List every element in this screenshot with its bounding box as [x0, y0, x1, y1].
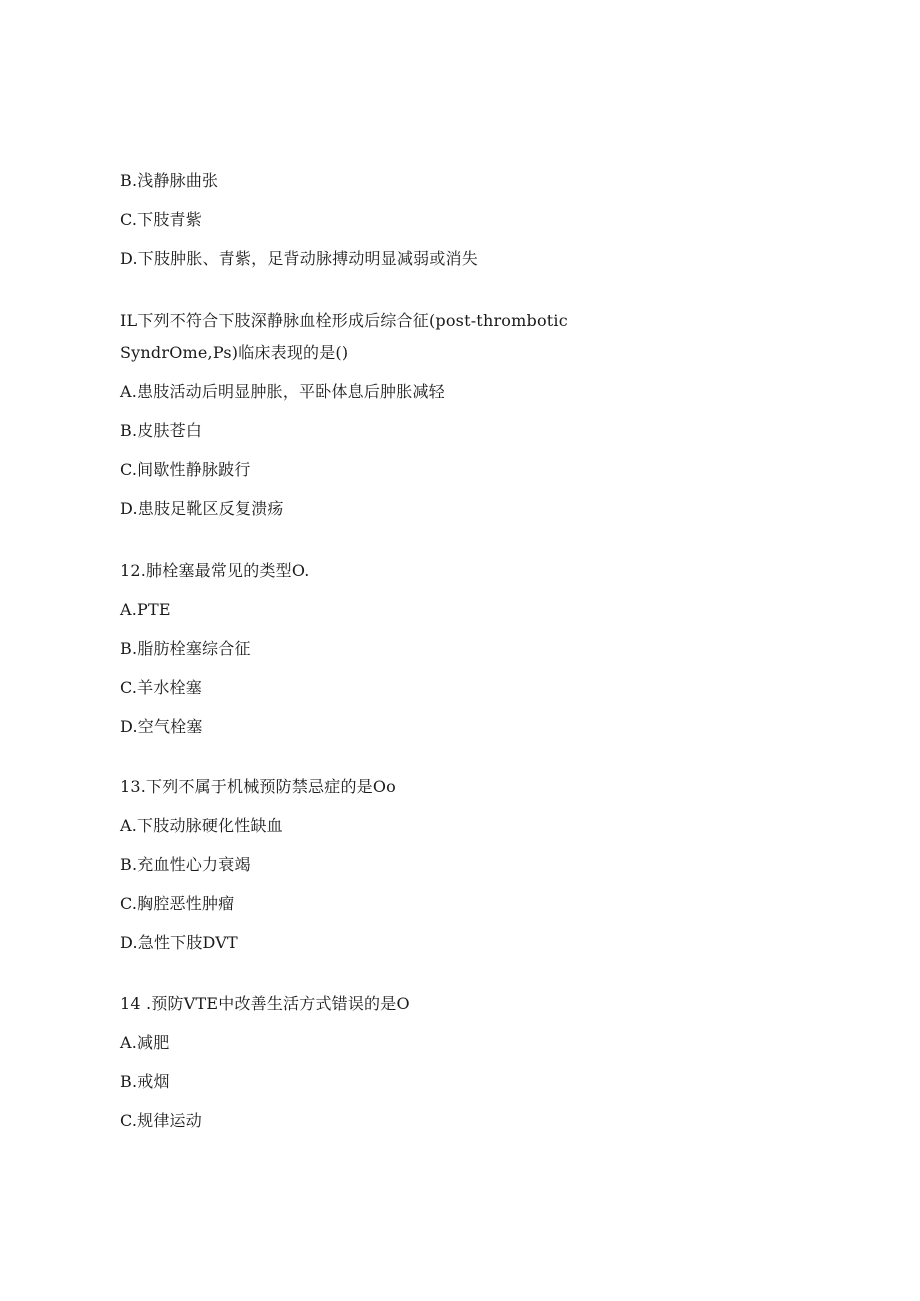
q13-option-c: C.胸腔恶性肿瘤	[120, 894, 235, 913]
q12-option-b: B.脂肪栓塞综合征	[120, 639, 251, 658]
q12-option-c: C.羊水栓塞	[120, 678, 202, 697]
q14-option-b: B.戒烟	[120, 1072, 170, 1091]
q11-option-a: A.患肢活动后明显肿胀，平卧体息后肿胀减轻	[120, 382, 445, 401]
q14-option-a: A.减肥	[120, 1033, 170, 1052]
q10-option-c: C.下肢青紫	[120, 210, 202, 229]
q10-option-d: D.下肢肿胀、青紫，足背动脉搏动明显减弱或消失	[120, 249, 478, 268]
q12-option-d: D.空气栓塞	[120, 717, 203, 736]
q10-option-b: B.浅静脉曲张	[120, 171, 219, 190]
q11-stem-line2: SyndrOme,Ps)临床表现的是()	[120, 343, 349, 362]
q13-stem: 13.下列不属于机械预防禁忌症的是Oo	[120, 777, 396, 796]
q14-option-c: C.规律运动	[120, 1111, 202, 1130]
q13-option-a: A.下肢动脉硬化性缺血	[120, 816, 283, 835]
q11-option-b: B.皮肤苍白	[120, 421, 203, 440]
q13-option-b: B.充血性心力衰竭	[120, 855, 251, 874]
q12-stem: 12.肺栓塞最常见的类型O.	[120, 561, 310, 580]
q13-option-d: D.急性下肢DVT	[120, 933, 238, 952]
q11-stem-line1: IL下列不符合下肢深静脉血栓形成后综合征(post-thrombotic	[120, 311, 568, 330]
q14-stem: 14 .预防VTE中改善生活方式错误的是O	[120, 994, 410, 1013]
q11-option-d: D.患肢足靴区反复溃疡	[120, 499, 284, 518]
q12-option-a: A.PTE	[120, 600, 171, 619]
q11-option-c: C.间歇性静脉跛行	[120, 460, 251, 479]
